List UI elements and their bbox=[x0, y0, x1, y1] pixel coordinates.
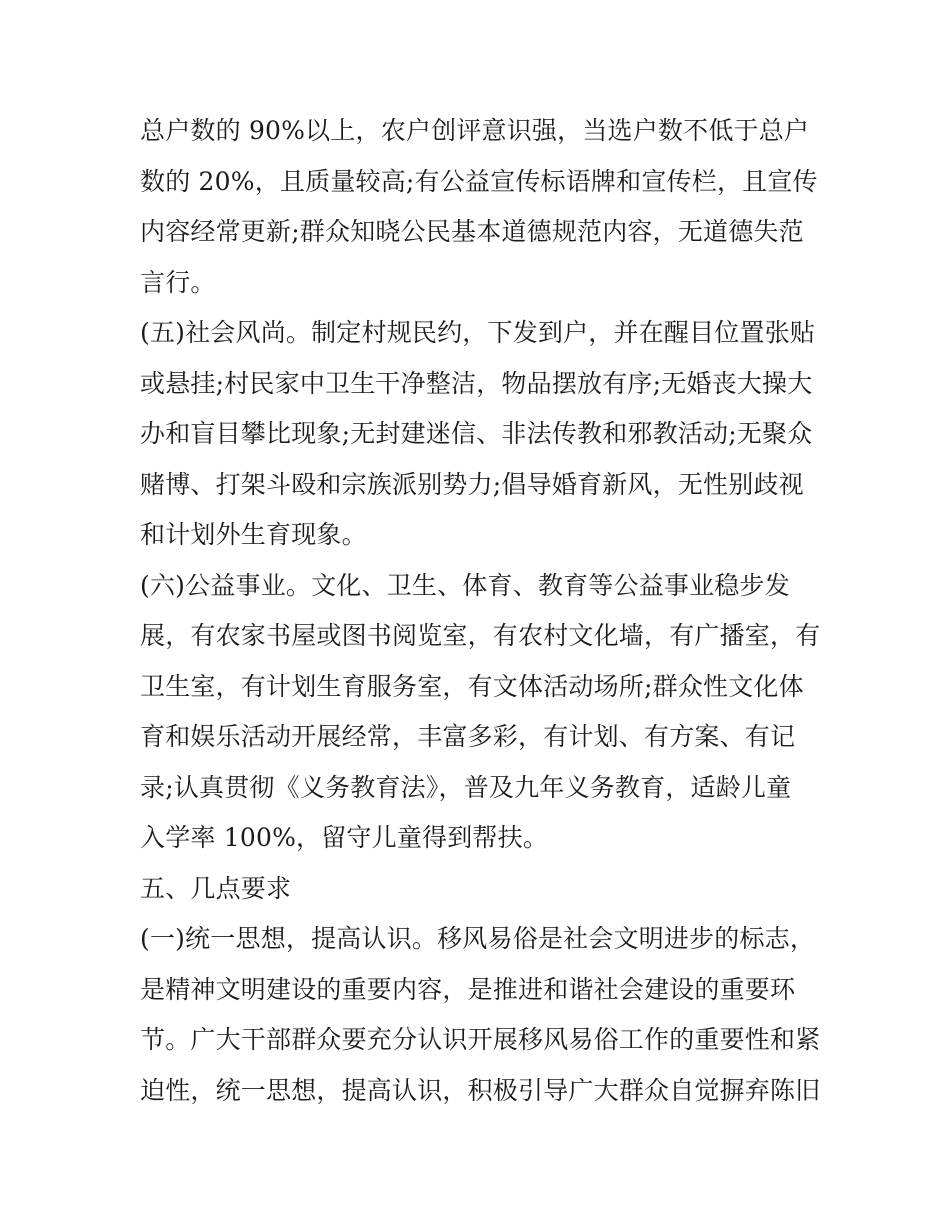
text-line: 展，有农家书屋或图书阅览室，有农村文化墙，有广播室，有 bbox=[140, 621, 821, 650]
document-body bbox=[140, 106, 821, 1116]
text-line: 数的 20%，且质量较高;有公益宣传标语牌和宣传栏，且宣传 bbox=[140, 166, 818, 196]
text-line: 入学率 100%，留守儿童得到帮扶。 bbox=[140, 823, 549, 852]
text-line: 总户数的 90%以上，农户创评意识强，当选户数不低于总户 bbox=[140, 116, 810, 145]
text-line: 办和盲目攀比现象;无封建迷信、非法传教和邪教活动;无聚众 bbox=[140, 419, 813, 448]
section-one-unify-thinking: (一)统一思想，提高认识。移风易俗是社会文明进步的标志， bbox=[140, 924, 816, 953]
text-line: 节。广大干部群众要充分认识开展移风易俗工作的重要性和紧 bbox=[140, 1025, 821, 1054]
section-heading-requirements: 五、几点要求 bbox=[140, 873, 292, 903]
text-line: 赌博、打架斗殴和宗族派别势力;倡导婚育新风，无性别歧视 bbox=[140, 469, 804, 499]
text-line: 育和娱乐活动开展经常，丰富多彩，有计划、有方案、有记 bbox=[140, 722, 796, 751]
text-line: 言行。 bbox=[140, 267, 216, 297]
text-line: 或悬挂;村民家中卫生干净整洁，物品摆放有序;无婚丧大操大 bbox=[140, 368, 813, 398]
text-line: 是精神文明建设的重要内容，是推进和谐社会建设的重要环 bbox=[140, 974, 796, 1004]
text-line: 迫性，统一思想，提高认识，积极引导广大群众自觉摒弃陈旧 bbox=[140, 1075, 821, 1105]
section-five-social-custom: (五)社会风尚。制定村规民约，下发到户，并在醒目位置张贴 bbox=[140, 318, 816, 347]
text-line: 和计划外生育现象。 bbox=[140, 520, 367, 549]
section-six-public-welfare: (六)公益事业。文化、卫生、体育、教育等公益事业稳步发 bbox=[140, 570, 790, 600]
text-line: 内容经常更新;群众知晓公民基本道德规范内容，无道德失范 bbox=[140, 217, 804, 246]
text-line: 录;认真贯彻《义务教育法》，普及九年义务教育，适龄儿童 bbox=[140, 772, 792, 802]
text-line: 卫生室，有计划生育服务室，有文体活动场所;群众性文化体 bbox=[140, 671, 804, 701]
